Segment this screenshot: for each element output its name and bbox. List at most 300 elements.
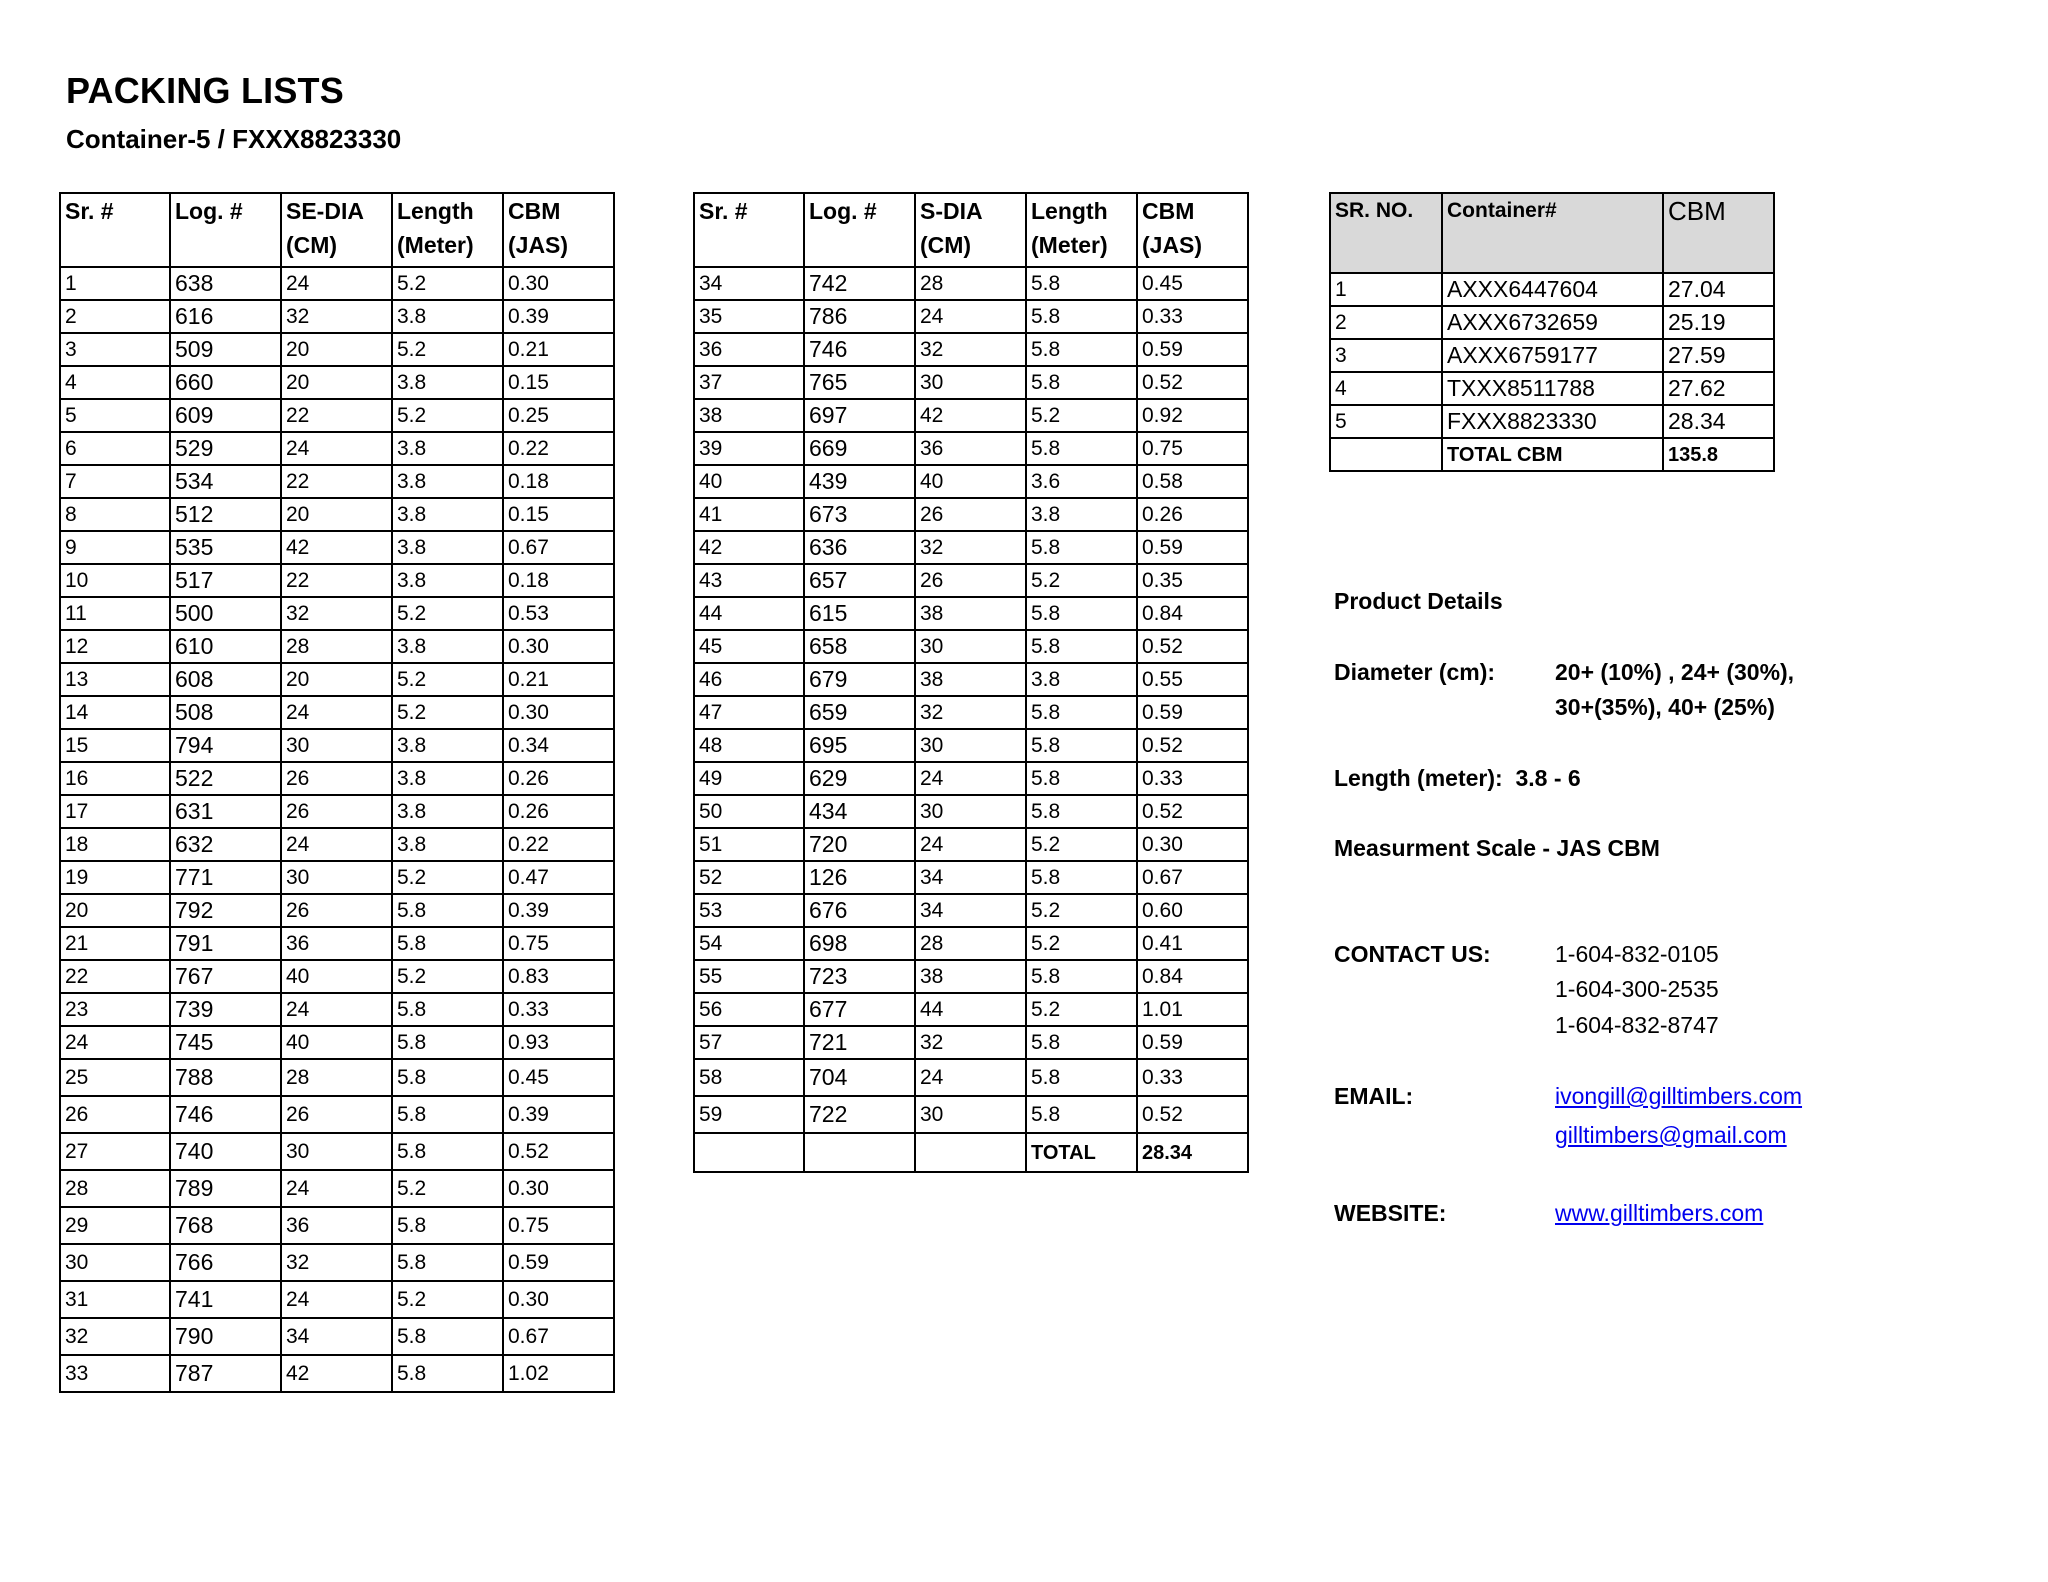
table-row [60,1207,614,1244]
table-cell: 5.8 [392,1096,503,1133]
table-cell: 25 [60,1059,170,1096]
table-row [60,1355,614,1392]
table-cell: 3.8 [392,498,503,531]
table-cell: 788 [170,1059,281,1096]
summary-sr-cell: 5 [1330,405,1442,438]
table-cell: 5.8 [392,993,503,1026]
table-cell: 535 [170,531,281,564]
table-cell: 0.18 [503,465,614,498]
phone-3: 1-604-832-8747 [1555,1012,1719,1038]
container-summary-table [1329,192,1775,472]
table-cell: 58 [694,1059,804,1096]
table-cell: 768 [170,1207,281,1244]
table-cell: 5.8 [392,1244,503,1281]
col-header-cbm: CBM [1663,193,1774,273]
table-cell: 5.2 [392,696,503,729]
table-cell: 0.26 [1137,498,1248,531]
table-row [60,894,614,927]
table-cell: 657 [804,564,915,597]
summary-row [1330,306,1774,339]
col-header-sr: Sr. # [694,193,804,267]
table-cell: 5.8 [1026,432,1137,465]
table-cell: 677 [804,993,915,1026]
table-cell: 0.39 [503,1096,614,1133]
table-row [694,1059,1248,1096]
table-cell: 40 [281,960,392,993]
table-cell: 20 [281,366,392,399]
table-cell: 791 [170,927,281,960]
table-cell: 0.52 [1137,729,1248,762]
table-body [694,267,1248,1133]
table-cell: 5.2 [392,960,503,993]
table-cell: 615 [804,597,915,630]
table-cell: 5.8 [392,1207,503,1244]
table-cell: 3.8 [1026,663,1137,696]
table-header-row [60,193,614,267]
total-label: TOTAL [1026,1133,1137,1172]
table-cell: 745 [170,1026,281,1059]
table-cell: 0.75 [503,927,614,960]
table-cell: 5.8 [1026,630,1137,663]
summary-total-label: TOTAL CBM [1442,438,1663,471]
table-cell: 3.8 [392,300,503,333]
table-cell: 38 [915,597,1026,630]
page-title: PACKING LISTS [66,70,344,111]
table-row [60,795,614,828]
table-row [694,366,1248,399]
table-cell: 35 [694,300,804,333]
summary-container-cell: FXXX8823330 [1442,405,1663,438]
table-cell: 0.33 [1137,300,1248,333]
table-cell: 509 [170,333,281,366]
summary-container-cell: AXXX6759177 [1442,339,1663,372]
table-cell: 34 [281,1318,392,1355]
table-cell: 771 [170,861,281,894]
table-cell: 30 [915,729,1026,762]
table-cell: 28 [281,1059,392,1096]
table-row [60,1318,614,1355]
table-cell: 47 [694,696,804,729]
table-cell: 36 [281,927,392,960]
table-cell: 34 [915,894,1026,927]
table-cell: 0.21 [503,333,614,366]
col-header-cbm: CBM (JAS) [503,193,614,267]
table-cell: 0.22 [503,828,614,861]
table-cell: 3.8 [392,465,503,498]
table-cell: 0.67 [503,531,614,564]
table-cell: 39 [694,432,804,465]
table-row [60,828,614,861]
table-cell: 792 [170,894,281,927]
table-row [694,531,1248,564]
table-row [694,729,1248,762]
table-cell: 19 [60,861,170,894]
table-cell: 28 [915,267,1026,300]
table-cell: 41 [694,498,804,531]
table-cell: 48 [694,729,804,762]
table-cell: 5.8 [1026,795,1137,828]
table-cell: 26 [915,564,1026,597]
table-cell: 695 [804,729,915,762]
table-cell: 720 [804,828,915,861]
table-cell: 698 [804,927,915,960]
table-cell: 55 [694,960,804,993]
table-row [60,333,614,366]
table-cell: 741 [170,1281,281,1318]
table-cell: 439 [804,465,915,498]
table-cell: 0.59 [503,1244,614,1281]
table-row [60,597,614,630]
contact-label: CONTACT US: [1334,941,1491,967]
summary-row [1330,372,1774,405]
packing-table-2 [693,192,1249,1173]
table-cell: 28 [915,927,1026,960]
table-row [60,1096,614,1133]
table-cell: 27 [60,1133,170,1170]
table-cell: 0.15 [503,498,614,531]
table-cell: 49 [694,762,804,795]
table-row [60,300,614,333]
table-cell: 5.8 [1026,300,1137,333]
table-cell: 0.58 [1137,465,1248,498]
summary-container-cell: AXXX6732659 [1442,306,1663,339]
table-row [694,993,1248,1026]
table-row [694,432,1248,465]
table-cell: 34 [915,861,1026,894]
table-cell: 0.30 [1137,828,1248,861]
table-cell: 38 [915,960,1026,993]
table-cell: 0.92 [1137,399,1248,432]
table-cell: 660 [170,366,281,399]
table-cell: 0.39 [503,300,614,333]
table-cell: 31 [60,1281,170,1318]
table-cell: 697 [804,399,915,432]
table-cell: 5.8 [392,1059,503,1096]
table-cell: 0.93 [503,1026,614,1059]
table-cell: 529 [170,432,281,465]
table-cell: 1 [60,267,170,300]
table-row [694,1026,1248,1059]
summary-cbm-cell: 27.04 [1663,273,1774,306]
table-cell: 5.2 [392,399,503,432]
table-row [60,465,614,498]
table-row [60,630,614,663]
table-cell: 5.2 [1026,564,1137,597]
table-cell: 0.25 [503,399,614,432]
table-row [60,531,614,564]
table-cell: 0.30 [503,696,614,729]
table-cell: 610 [170,630,281,663]
summary-sr-cell: 1 [1330,273,1442,306]
table-cell: 0.45 [503,1059,614,1096]
table-cell: 32 [281,300,392,333]
table-cell: 787 [170,1355,281,1392]
length-row [1334,765,1581,792]
website-link[interactable]: www.gilltimbers.com [1555,1200,1764,1226]
table-cell: 26 [281,1096,392,1133]
table-cell: 0.83 [503,960,614,993]
col-header-length: Length (Meter) [392,193,503,267]
table-cell: 794 [170,729,281,762]
table-cell: 616 [170,300,281,333]
diameter-value-line1: 20+ (10%) , 24+ (30%), [1555,659,1795,685]
table-cell: 1.02 [503,1355,614,1392]
table-cell: 44 [694,597,804,630]
table-cell: 5.2 [392,861,503,894]
table-cell: 5.8 [1026,960,1137,993]
table-row [694,795,1248,828]
table-cell: 723 [804,960,915,993]
summary-header-row [1330,193,1774,273]
table-cell: 40 [915,465,1026,498]
summary-cbm-cell: 25.19 [1663,306,1774,339]
table-cell: 638 [170,267,281,300]
summary-cbm-cell: 27.59 [1663,339,1774,372]
table-cell: 658 [804,630,915,663]
table-cell: 0.26 [503,795,614,828]
table-cell: 722 [804,1096,915,1133]
table-cell: 3.8 [392,432,503,465]
table-row [60,498,614,531]
table-cell: 5.8 [1026,861,1137,894]
diameter-value-line2: 30+(35%), 40+ (25%) [1555,694,1775,720]
table-cell: 56 [694,993,804,1026]
table-row [694,498,1248,531]
length-value: 3.8 - 6 [1515,765,1581,791]
col-header-cbm: CBM (JAS) [1137,193,1248,267]
table-cell: 46 [694,663,804,696]
table-cell: 629 [804,762,915,795]
table-cell: 40 [281,1026,392,1059]
page-subtitle: Container-5 / FXXX8823330 [66,124,402,154]
summary-row [1330,339,1774,372]
table-cell: 0.52 [1137,366,1248,399]
table-cell: 0.59 [1137,696,1248,729]
table-cell: 5.2 [392,1170,503,1207]
table-row [694,300,1248,333]
table-cell: 32 [60,1318,170,1355]
table-cell: 5.8 [392,927,503,960]
table-cell: 0.30 [503,1281,614,1318]
table-cell: 22 [281,465,392,498]
table-cell: 512 [170,498,281,531]
table-cell: 5.8 [392,1355,503,1392]
table-cell: 746 [170,1096,281,1133]
table-cell: 3.8 [392,762,503,795]
table-cell: 52 [694,861,804,894]
table-cell: 15 [60,729,170,762]
table-cell: 0.53 [503,597,614,630]
table-cell: 0.75 [503,1207,614,1244]
table-cell: 23 [60,993,170,1026]
table-cell: 16 [60,762,170,795]
table-row [694,663,1248,696]
table-row [60,762,614,795]
table-cell: 26 [281,762,392,795]
table-cell: 22 [60,960,170,993]
table-cell: 0.59 [1137,1026,1248,1059]
table-cell: 522 [170,762,281,795]
table-cell: 40 [694,465,804,498]
table-cell: 5.2 [392,333,503,366]
table-cell: 30 [915,795,1026,828]
table-cell: 5.2 [1026,927,1137,960]
col-header-sr-no: SR. NO. [1330,193,1442,273]
table-cell: 673 [804,498,915,531]
table-cell: 26 [60,1096,170,1133]
table-cell: 24 [281,828,392,861]
email-link-1[interactable]: ivongill@gilltimbers.com [1555,1083,1803,1109]
table-cell: 5.8 [1026,1096,1137,1133]
table-cell: 20 [281,663,392,696]
table-cell: 30 [281,729,392,762]
table-cell: 24 [281,993,392,1026]
table-cell: 34 [694,267,804,300]
table-cell: 0.15 [503,366,614,399]
table-cell: 0.26 [503,762,614,795]
table-cell: 534 [170,465,281,498]
table-cell: 45 [694,630,804,663]
table-cell: 5.2 [392,1281,503,1318]
table-cell: 767 [170,960,281,993]
table-cell: 609 [170,399,281,432]
table-cell: 30 [915,1096,1026,1133]
table-cell: 0.55 [1137,663,1248,696]
table-cell: 32 [915,333,1026,366]
table-cell: 1.01 [1137,993,1248,1026]
table-cell: 5.8 [392,1318,503,1355]
table-cell: 57 [694,1026,804,1059]
table-cell: 5.2 [392,597,503,630]
table-cell: 17 [60,795,170,828]
table-cell: 36 [915,432,1026,465]
table-row [694,762,1248,795]
table-cell: 608 [170,663,281,696]
table-row [694,927,1248,960]
table-cell: 42 [281,531,392,564]
table-cell: 5 [60,399,170,432]
table-cell: 5.8 [1026,333,1137,366]
table-cell: 0.33 [1137,1059,1248,1096]
table-cell: 5.8 [1026,729,1137,762]
table-row [694,465,1248,498]
table-cell: 0.59 [1137,531,1248,564]
table-cell: 9 [60,531,170,564]
summary-container-cell: TXXX8511788 [1442,372,1663,405]
table-cell: 739 [170,993,281,1026]
table-cell: 789 [170,1170,281,1207]
table-cell: 5.2 [1026,828,1137,861]
table-cell: 0.52 [1137,1096,1248,1133]
table-cell: 22 [281,399,392,432]
table-cell: 0.21 [503,663,614,696]
table-row [60,267,614,300]
table-cell: 20 [281,333,392,366]
col-header-log: Log. # [804,193,915,267]
table-cell: 5.8 [1026,1059,1137,1096]
table-cell: 5.8 [392,894,503,927]
table-cell: 5.8 [1026,762,1137,795]
table-cell: 8 [60,498,170,531]
table-row [60,432,614,465]
table-cell: 32 [915,1026,1026,1059]
table-cell: 3.8 [392,729,503,762]
table-cell: 5.8 [392,1026,503,1059]
table-row [60,366,614,399]
table-cell: 42 [281,1355,392,1392]
table-cell: 0.84 [1137,597,1248,630]
table-cell: 0.30 [503,267,614,300]
table-row [694,630,1248,663]
table-cell: 30 [60,1244,170,1281]
table-cell: 20 [281,498,392,531]
table-cell: 51 [694,828,804,861]
table-cell: 29 [60,1207,170,1244]
table-cell: 0.35 [1137,564,1248,597]
table-cell: 30 [915,366,1026,399]
table-row [60,861,614,894]
table-cell: 632 [170,828,281,861]
summary-sr-cell: 2 [1330,306,1442,339]
table-cell: 5.8 [1026,531,1137,564]
table-cell: 742 [804,267,915,300]
packing-table-1 [59,192,615,1393]
summary-container-cell: AXXX6447604 [1442,273,1663,306]
table-row [694,696,1248,729]
table-row [694,1096,1248,1133]
table-cell: 37 [694,366,804,399]
diameter-label: Diameter (cm): [1334,659,1496,685]
table-cell: 0.47 [503,861,614,894]
summary-row [1330,405,1774,438]
table-cell: 3.8 [392,366,503,399]
table-cell: 0.30 [503,1170,614,1207]
table-cell: 5.8 [1026,366,1137,399]
table-cell: 0.34 [503,729,614,762]
table-cell: 786 [804,300,915,333]
table-cell: 3.6 [1026,465,1137,498]
summary-total-row [1330,438,1774,471]
table-cell: 24 [281,1281,392,1318]
table-cell: 0.39 [503,894,614,927]
col-header-length: Length (Meter) [1026,193,1137,267]
table-cell: 36 [694,333,804,366]
table-cell: 30 [915,630,1026,663]
summary-total-value: 135.8 [1663,438,1774,471]
table-cell: 59 [694,1096,804,1133]
table-cell: 704 [804,1059,915,1096]
table-cell: 0.18 [503,564,614,597]
table-cell: 746 [804,333,915,366]
table-row [694,333,1248,366]
table-row [60,1133,614,1170]
email-link-2[interactable]: gilltimbers@gmail.com [1555,1122,1787,1148]
table-row [694,597,1248,630]
table-row [60,1059,614,1096]
summary-sr-cell: 3 [1330,339,1442,372]
table-cell: 3.8 [392,564,503,597]
table-cell: 434 [804,795,915,828]
table-cell: 500 [170,597,281,630]
table-cell: 30 [281,861,392,894]
table-cell: 42 [915,399,1026,432]
length-label: Length (meter): [1334,765,1503,791]
table-cell: 5.8 [1026,267,1137,300]
phone-1: 1-604-832-0105 [1555,941,1719,967]
table-cell: 0.75 [1137,432,1248,465]
col-header-sr: Sr. # [60,193,170,267]
table-cell: 0.33 [503,993,614,1026]
